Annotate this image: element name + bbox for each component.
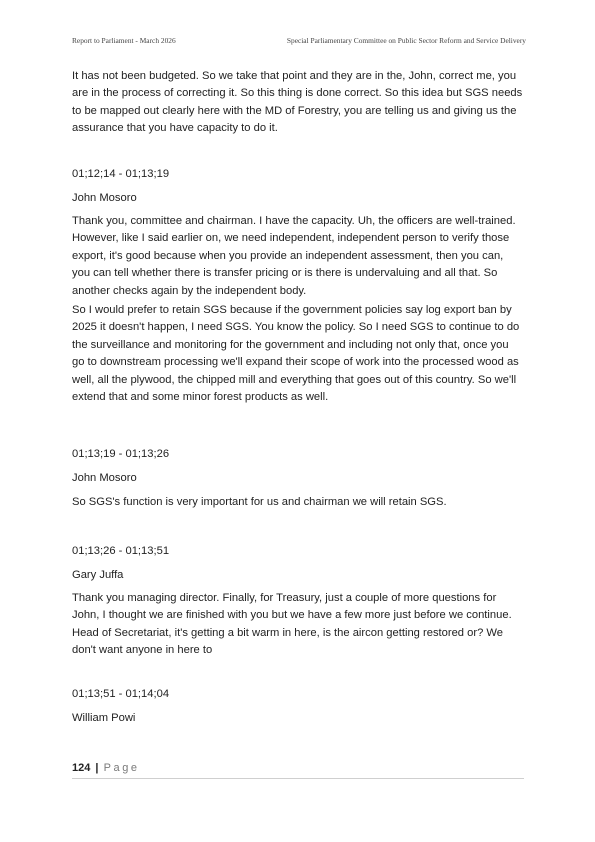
- page-label: Page: [103, 762, 140, 774]
- speaker-name: John Mosoro: [72, 192, 137, 204]
- paragraph-text: So I would prefer to retain SGS because if the government policies say log export ban by 2025 it doesn't happen, I need SGS. You know the policy. So I need SGS to continue to do the surveillance and monitoring for the government and including not only that, once you go to downstream processing we'll expand their scope of work into the processed wood as well, all the plywood, the chipped mill and everything that goes out of this country. So we'll extend that and some minor forest products as well.: [72, 304, 520, 404]
- speaker-3: [72, 567, 524, 584]
- paragraph-2: [72, 494, 524, 511]
- speaker-1: [72, 190, 524, 207]
- timestamp-1: [72, 166, 524, 183]
- paragraph-1b: [72, 302, 524, 406]
- footer-separator: |: [95, 762, 99, 774]
- speaker-4: [72, 710, 524, 727]
- speaker-name: William Powi: [72, 712, 136, 724]
- paragraph-text: So SGS's function is very important for us and chairman we will retain SGS.: [72, 496, 447, 508]
- timestamp-text: 01;13;26 - 01;13;51: [72, 545, 170, 557]
- page-number: 124: [72, 762, 91, 774]
- timestamp-4: [72, 686, 524, 703]
- timestamp-2: [72, 446, 524, 463]
- timestamp-text: 01;13;51 - 01;14;04: [72, 688, 170, 700]
- speaker-name: Gary Juffa: [72, 569, 124, 581]
- speaker-name: John Mosoro: [72, 472, 137, 484]
- timestamp-3: [72, 543, 524, 560]
- paragraph-continuation: [72, 68, 524, 138]
- running-header: [72, 36, 524, 48]
- paragraph-1a: [72, 213, 524, 300]
- timestamp-text: 01;12;14 - 01;13;19: [72, 168, 170, 180]
- paragraph-text: Thank you, committee and chairman. I have the capacity. Uh, the officers are well-trained. However, like I said earlier on, we need independent, independent person to verify those export, it's good because when you provide an independent assessment, then you can, you can tell whether there is transfer pricing or is there is undervaluing and all that. So another checks again by the independent body.: [72, 215, 516, 297]
- footer-divider: [72, 778, 524, 779]
- header-report-title: Report to Parliament - March 2026: [72, 36, 176, 45]
- timestamp-text: 01;13;19 - 01;13;26: [72, 448, 170, 460]
- speaker-2: [72, 470, 524, 487]
- paragraph-text: Thank you managing director. Finally, for Treasury, just a couple of more questions for John, I thought we are finished with you but we have a few more just before we continue. Head of Secretariat, it's getting a bit warm in here, is the aircon getting restored or? We don't want anyone in here to: [72, 592, 512, 657]
- page-footer: [72, 762, 524, 774]
- header-committee-name: Special Parliamentary Committee on Public Sector Reform and Service Delivery: [286, 36, 526, 45]
- paragraph-text: It has not been budgeted. So we take that point and they are in the, John, correct me, you are in the process of correcting it. So this thing is done correct. So this idea but SGS needs to be mapped out clearly here with the MD of Forestry, you are telling us and giving us the assurance that you have capacity to do it.: [72, 70, 523, 135]
- paragraph-3: [72, 590, 524, 660]
